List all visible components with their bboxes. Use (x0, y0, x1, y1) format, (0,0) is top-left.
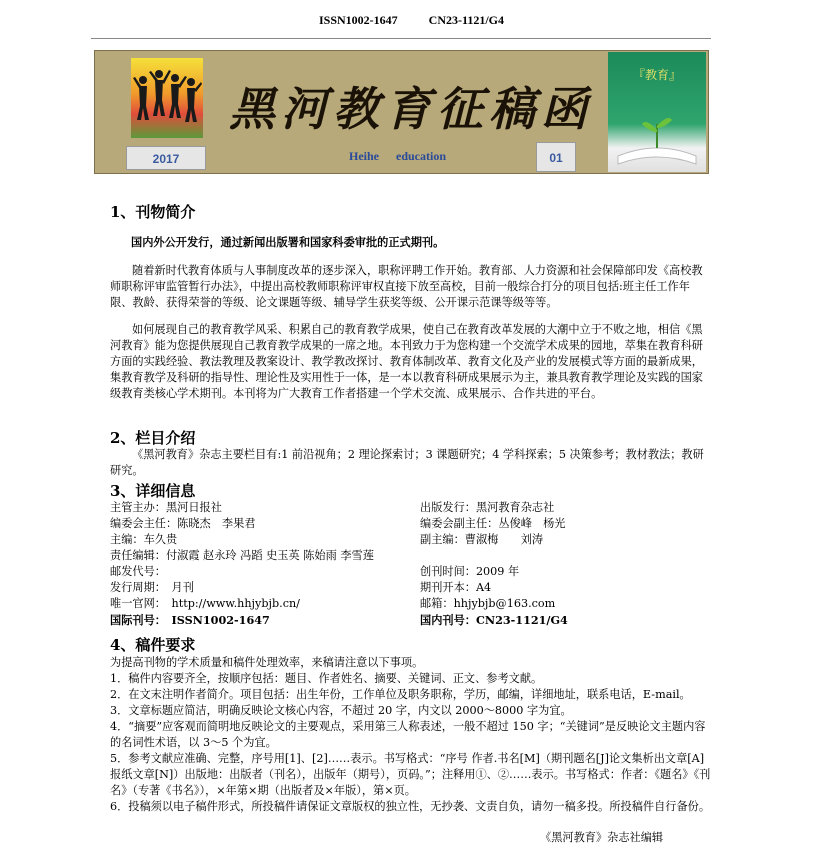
section2-heading: 2、栏目介绍 (110, 429, 196, 447)
info-issn: 国际刊号： ISSN1002-1647 (110, 613, 270, 627)
info-right-column (420, 500, 568, 628)
info-responsible-editors: 责任编辑：付淑霞 赵永玲 冯蹈 史玉英 陈始雨 李雪莲 (110, 549, 374, 562)
issue-box: 01 (536, 142, 576, 172)
header-divider (91, 38, 711, 39)
cover-image (608, 52, 706, 172)
cover-title: 『教育』 (632, 68, 681, 82)
info-left-column (110, 500, 374, 628)
requirement-item: 4．“摘要”应客观而简明地反映论文的主要观点，采用第三人称表述，一般不超过 150 字；“关键词”是反映论文主题内容的名词性术语，以 3～5 个为宜。 (110, 720, 706, 749)
info-email: 邮箱：hhjybjb@163.com (420, 597, 556, 610)
info-format: 期刊开本：A4 (420, 581, 492, 594)
section1-para1: 随着新时代教育体质与人事制度改革的逐步深入，职称评聘工作开始。教育部、人力资源和社会保障部印发《高校教师职称评审监管暂行办法》，中提出高校教师职称评审权直接下放至高校，目前一般综合打分的项目包括:班主任工作年限、教龄、获得荣誉的等级、论文课题等级、辅导学生获奖等级、公开课示范课等级等等。 (110, 264, 703, 309)
issn-number: ISSN1002-1647 (318, 13, 398, 27)
info-editorial-director: 编委会主任：陈晓杰 李果君 (110, 517, 256, 530)
info-cn: 国内刊号：CN23-1121/G4 (420, 613, 568, 627)
info-host: 主管主办：黑河日报社 (110, 501, 222, 514)
banner-subtitle: Heihe education (349, 149, 446, 163)
info-deputy-editor: 副主编：曹淑梅 刘涛 (420, 533, 544, 546)
info-chief-editor: 主编：车久贵 (110, 533, 178, 546)
section4-intro: 为提高刊物的学术质量和稿件处理效率，来稿请注意以下事项。 (110, 656, 424, 669)
banner-title: 黑河教育征稿函 (229, 82, 593, 136)
requirement-item: 6．投稿须以电子稿件形式，所投稿件请保证文章版权的独立性，无抄袭、文责自负，请勿一稿多投。所投稿件自行备份。 (110, 800, 711, 813)
banner (94, 50, 709, 174)
section2-text: 《黑河教育》杂志主要栏目有:1 前沿视角；2 理论探索讨；3 课题研究；4 学科探索；5 决策参考；教材教法；教研研究。 (110, 448, 704, 477)
info-frequency: 发行周期： 月刊 (110, 581, 194, 594)
signature: 《黑河教育》杂志社编辑 (540, 831, 664, 844)
cn-number: CN23-1121/G4 (428, 13, 505, 27)
year-box: 2017 (126, 146, 206, 170)
info-website: 唯一官网： http://www.hhjybjb.cn/ (110, 597, 300, 610)
section1-para2: 如何展现自己的教育教学风采、积累自己的教育教学成果，使自己在教育改革发展的大潮中立于不败之地，相信《黑河教育》能为您提供展现自己教育教学成果的一席之地。本刊致力于为您构建一个交流学术成果的园地，萃集在教育科研方面的实践经验、教法教理及教案设计、教学教改探讨、教育体制改革、教育文化及产业的发展模式等方面的最新成果，集教育教学及科研的指导性、理论性及实用性于一体，是一本以教育科研成果展示为主，兼具教育教学理论及实践的国家级教育类核心学术期刊。本刊将为广大教育工作者搭建一个学术交流、成果展示、合作共进的平台。 (110, 323, 703, 400)
info-postal-code: 邮发代号： (110, 565, 166, 578)
section4-list (110, 655, 714, 815)
info-spacer (420, 548, 568, 564)
requirement-item: 3．文章标题应简洁，明确反映论文核心内容，不超过 20 字，内文以 2000～8000 字为宜。 (110, 704, 572, 717)
issn-header (0, 13, 823, 28)
info-deputy-director: 编委会副主任：丛俊峰 杨光 (420, 517, 566, 530)
requirement-item: 2．在文末注明作者简介。项目包括：出生年份，工作单位及职务职称，学历，邮编，详细地址，联系电话，E-mail。 (110, 688, 691, 701)
section1-heading: 1、刊物简介 (110, 203, 196, 221)
section1-lead: 国内外公开发行，通过新闻出版署和国家科委审批的正式期刊。 (131, 235, 445, 249)
section3-heading: 3、详细信息 (110, 482, 196, 500)
info-founded: 创刊时间：2009 年 (420, 565, 520, 578)
people-image (131, 58, 203, 138)
requirement-item: 5．参考文献应准确、完整，序号用[1]、[2]……表示。书写格式：“序号 作者.书名[M]（期刊题名[J]论文集析出文章[A]报纸文章[N]）出版地：出版者（刊名），出版年（期号），页码。”；注释用①、②……表示。书写格式：作者：《题名》《刊名》（专著《书名》），×年第×期（出版者及×年版），第×页。 (110, 752, 711, 797)
section4-heading: 4、稿件要求 (110, 636, 196, 654)
info-publisher: 出版发行：黑河教育杂志社 (420, 501, 555, 514)
requirement-item: 1．稿件内容要齐全，按顺序包括：题目、作者姓名、摘要、关键词、正文、参考文献。 (110, 672, 543, 685)
